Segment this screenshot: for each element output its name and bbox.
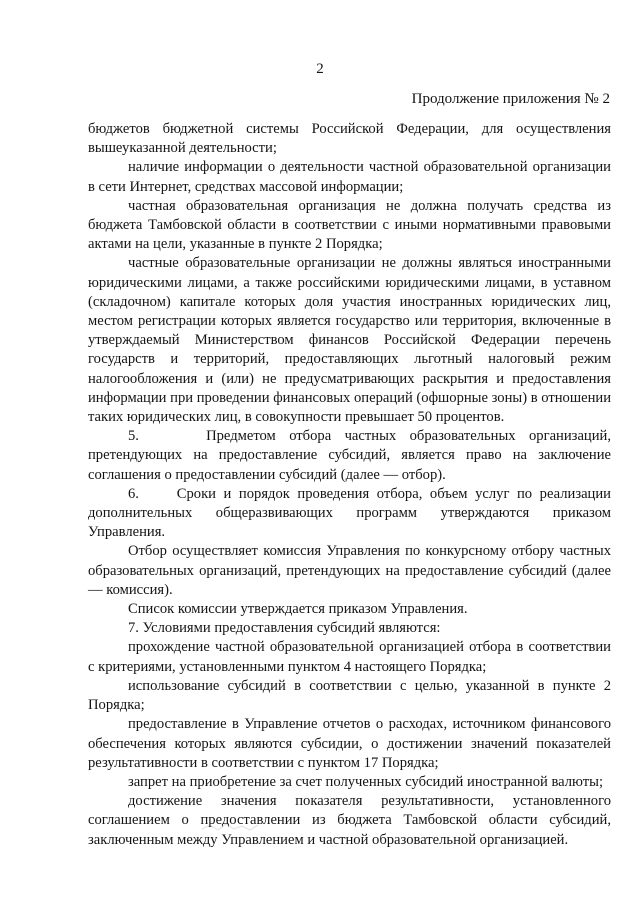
paragraph: 7. Условиями предоставления субсидий являются:: [128, 620, 441, 637]
document-body: [88, 120, 611, 850]
paragraph: предоставление в Управление отчетов о расходах, источником финансового обеспечения которых являются субсидии, о достижении значений показателей результативности в соответствии с пунктом 17 Порядка;: [88, 716, 611, 771]
paragraph: прохождение частной образовательной организацией отбора в соответствии с критериями, установленными пунктом 4 настоящего Порядка;: [88, 639, 611, 675]
paragraph: бюджетов бюджетной системы Российской Федерации, для осуществления вышеуказанной деятельности;: [88, 121, 611, 157]
paragraph: запрет на приобретение за счет полученных субсидий иностранной валюты;: [128, 773, 604, 790]
appendix-continuation-note: Продолжение приложения № 2: [411, 91, 610, 107]
paragraph: частная образовательная организация не должна получать средства из бюджета Тамбовской области в соответствии с иными нормативными правовыми актами на цели, указанные в пункте 2 Порядка;: [88, 197, 611, 253]
faint-stamp-mark: [200, 820, 260, 834]
paragraph: 5. Предметом отбора частных образовательных организаций, претендующих на предоставление субсидий, является право на заключение соглашения о предоставлении субсидий (далее — отбор).: [88, 428, 611, 483]
page-number: 2: [316, 61, 324, 77]
paragraph: Отбор осуществляет комиссия Управления по конкурсному отбору частных образовательных организаций, претендующих на предоставление субсидий (далее — комиссия).: [88, 543, 611, 598]
paragraph: 6. Сроки и порядок проведения отбора, объем услуг по реализации дополнительных общеразвивающих программ утверждаются приказом Управления.: [88, 485, 611, 541]
paragraph: наличие информации о деятельности частной образовательной организации в сети Интернет, средствах массовой информации;: [88, 159, 611, 195]
paragraph: использование субсидий в соответствии с целью, указанной в пункте 2 Порядка;: [88, 677, 611, 714]
paragraph: Список комиссии утверждается приказом Управления.: [128, 601, 468, 618]
paragraph: частные образовательные организации не должны являться иностранными юридическими лицами, а также российскими юридическими лицами, в уставном (складочном) капитале которых доля участия иностранных юридических лиц, местом регистрации которых является государство или территория, включенные в утверждаемый Министерством финансов Российской Федерации перечень государств и территорий, предоставляющих льготный налоговый режим налогообложения и (или) не предусматривающих раскрытия и предоставления информации при проведении финансовых операций (офшорные зоны) в отношении таких юридических лиц, в совокупности превышает 50 процентов.: [88, 255, 611, 426]
paragraph: достижение значения показателя результативности, установленного соглашением о предоставлении из бюджета Тамбовской области субсидий, заключенным между Управлением и частной образовательной организацией.: [88, 793, 611, 848]
